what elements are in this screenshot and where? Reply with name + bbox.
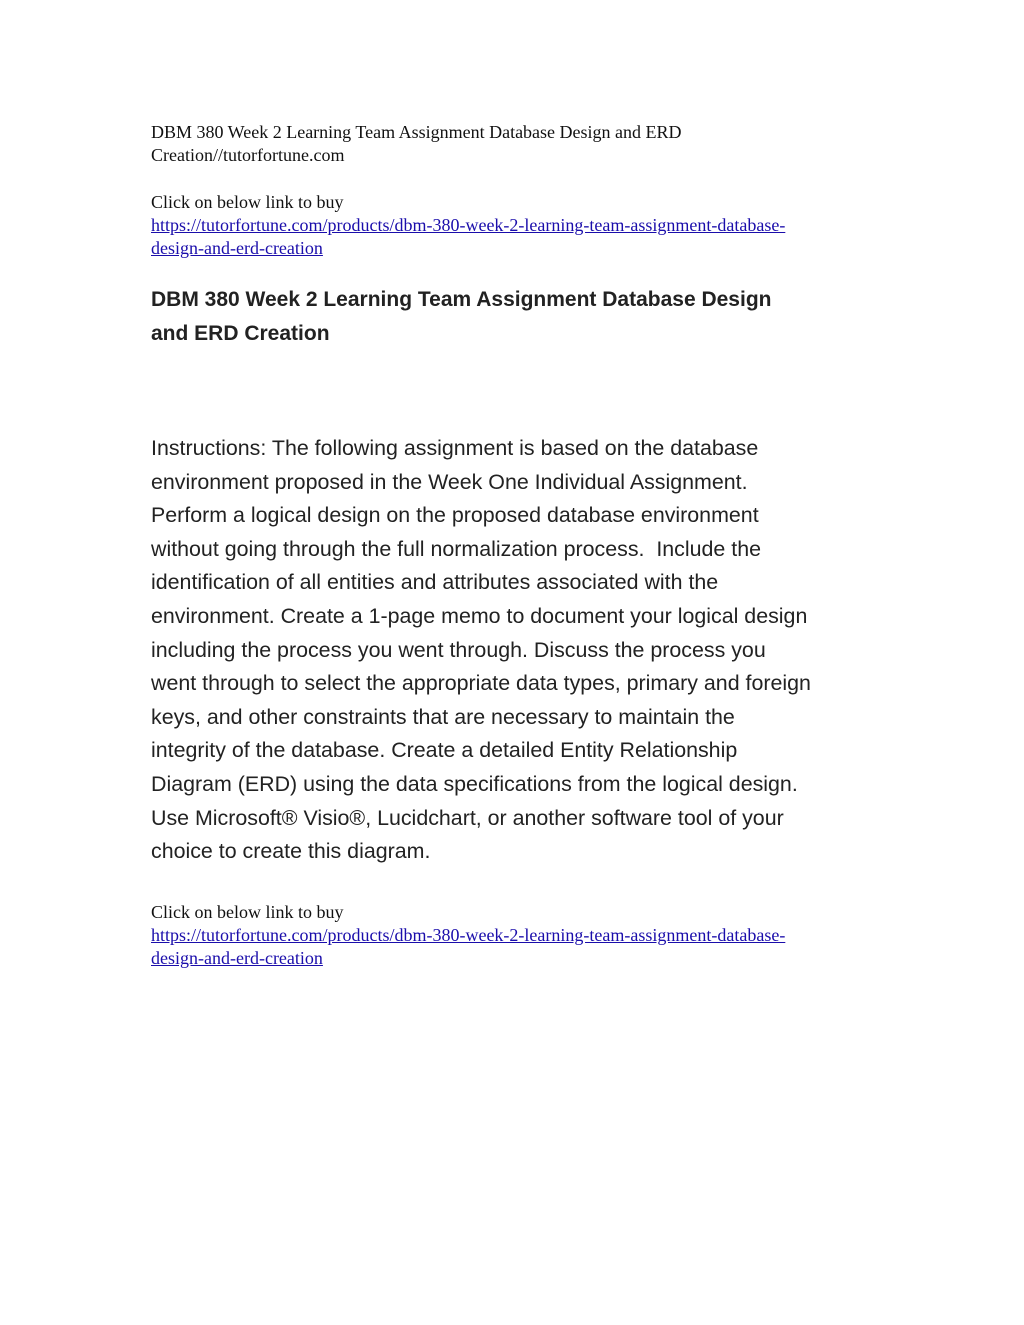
instructions-line: including the process you went through. Discuss the process you xyxy=(151,637,766,662)
buy-link-bottom[interactable] xyxy=(151,924,785,970)
instructions-line: went through to select the appropriate data types, primary and foreign xyxy=(151,671,811,696)
instructions-paragraph xyxy=(151,432,881,869)
buy-prompt-top: Click on below link to buy xyxy=(151,192,344,212)
buy-link-top[interactable] xyxy=(151,214,785,260)
instructions-line: integrity of the database. Create a detailed Entity Relationship xyxy=(151,738,738,763)
page-heading xyxy=(151,283,871,351)
instructions-line: Use Microsoft® Visio®, Lucidchart, or another software tool of your xyxy=(151,805,784,830)
document-top-title xyxy=(151,121,871,167)
buy-link-bottom-line-1: https://tutorfortune.com/products/dbm-380-week-2-learning-team-assignment-database- xyxy=(151,925,786,945)
instructions-line: Diagram (ERD) using the data specifications from the logical design. xyxy=(151,771,798,796)
instructions-line: identification of all entities and attributes associated with the xyxy=(151,570,719,595)
instructions-line: Perform a logical design on the proposed database environment xyxy=(151,503,759,528)
instructions-line: environment. Create a 1-page memo to document your logical design xyxy=(151,603,808,628)
top-title-line-1: DBM 380 Week 2 Learning Team Assignment Database Design and ERD xyxy=(151,122,682,142)
buy-section-bottom xyxy=(151,901,891,970)
buy-link-top-line-1: https://tutorfortune.com/products/dbm-380-week-2-learning-team-assignment-database- xyxy=(151,215,786,235)
instructions-line: choice to create this diagram. xyxy=(151,839,431,864)
buy-section-top xyxy=(151,191,891,260)
buy-link-top-line-2: design-and-erd-creation xyxy=(151,238,323,258)
instructions-line: keys, and other constraints that are necessary to maintain the xyxy=(151,704,735,729)
buy-prompt-bottom: Click on below link to buy xyxy=(151,902,344,922)
instructions-line: environment proposed in the Week One Individual Assignment. xyxy=(151,469,748,494)
top-title-line-2: Creation//tutorfortune.com xyxy=(151,145,345,165)
heading-line-2: and ERD Creation xyxy=(151,322,330,345)
instructions-line: Instructions: The following assignment is based on the database xyxy=(151,436,759,460)
heading-line-1: DBM 380 Week 2 Learning Team Assignment Database Design xyxy=(151,288,772,311)
instructions-line: without going through the full normalization process. Include the xyxy=(151,536,761,561)
buy-link-bottom-line-2: design-and-erd-creation xyxy=(151,948,323,968)
